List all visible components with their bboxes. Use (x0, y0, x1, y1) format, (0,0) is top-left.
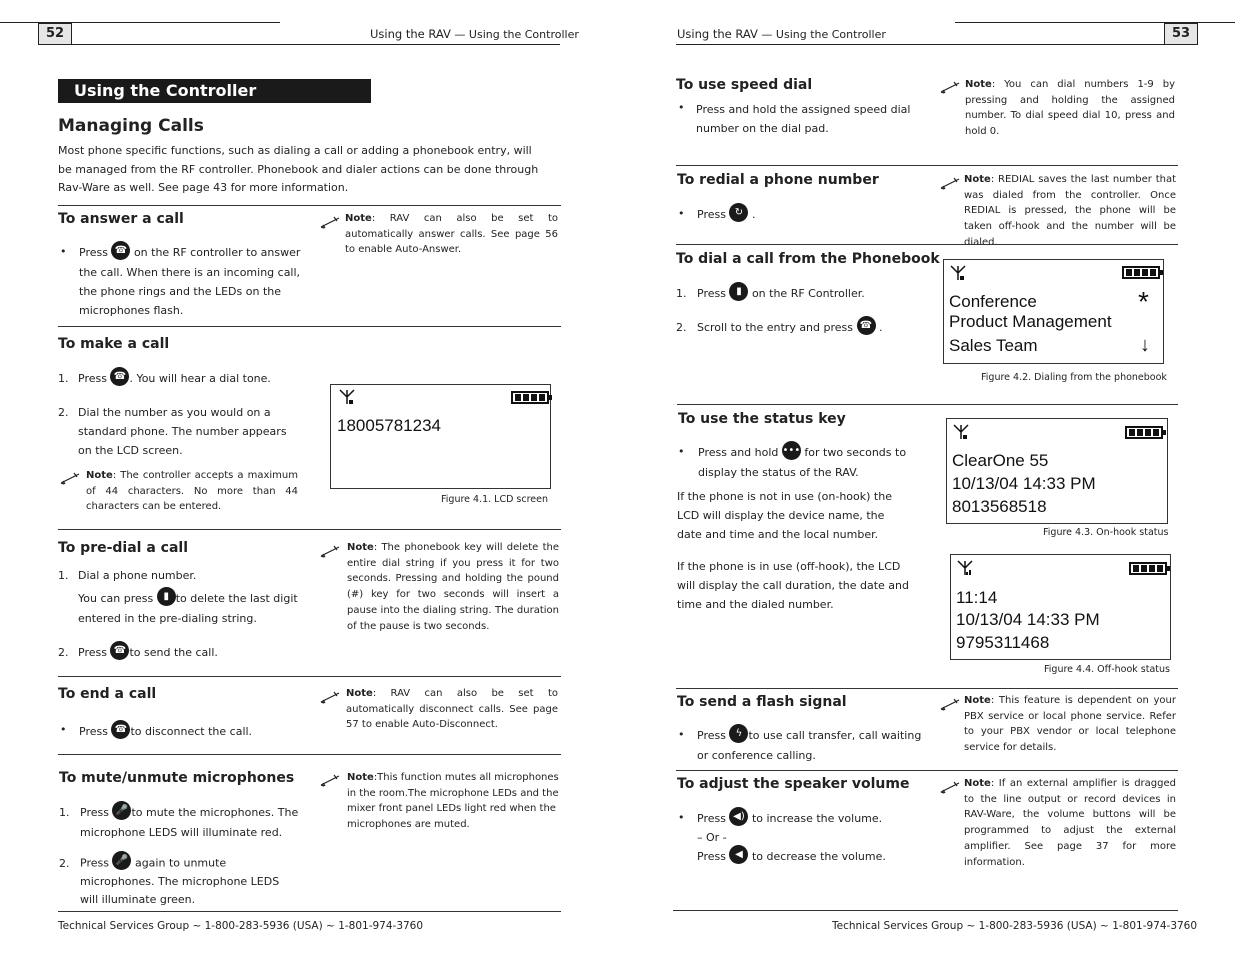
predial-heading: To pre-dial a call (58, 540, 189, 556)
section-divider (58, 205, 561, 206)
section-banner-title: Using the Controller (74, 81, 257, 100)
page-number: 52 (38, 23, 72, 45)
redial-heading: To redial a phone number (677, 172, 879, 188)
battery-icon (1125, 426, 1163, 439)
bullet: • (678, 207, 685, 220)
phonebook-button-icon: ▮ (157, 587, 176, 606)
footer: Technical Services Group ~ 1-800-283-5936 (USA) ~ 1-801-974-3760 (58, 920, 424, 932)
end-call-heading: To end a call (58, 686, 157, 702)
lcd-line: ClearOne 55 (952, 451, 1049, 470)
end-call-note: Note: RAV can also be set to automatically disconnect calls. See page 57 to enable Auto-Disconnect. (346, 688, 558, 731)
lcd-line: Conference (949, 292, 1037, 311)
section-banner (58, 79, 371, 103)
footer-rule (58, 911, 561, 912)
figure-caption: Figure 4.2. Dialing from the phonebook (981, 372, 1167, 383)
step-number: 1. (58, 372, 69, 385)
step-number: 2. (59, 857, 70, 870)
speed-dial-note: Note: You can dial numbers 1-9 by pressing and holding the assigned number. To dial speed dial 10, press and hold 0. (965, 79, 1175, 138)
step-number: 2. (58, 646, 69, 659)
antenna-icon (950, 265, 966, 281)
note-pen-icon (320, 773, 342, 787)
note-pen-icon (940, 176, 962, 190)
answer-text: Press ☎ on the RF controller to answer the call. When there is an incoming call, the phone rings and the LEDs on the microphones flash. (79, 243, 304, 320)
battery-icon (1122, 266, 1160, 279)
phonebook-step-1: Press ▮ on the RF Controller. (697, 284, 865, 304)
predial-note: Note: The phonebook key will delete the entire dial string if you press it for two seconds. Pressing and holding the pound (#) key for two seconds will insert a pause into the dialing string. The duration of the pause is two seconds. (347, 542, 559, 632)
answer-heading: To answer a call (58, 211, 184, 227)
volume-up-text: Press ◀) to increase the volume. (697, 809, 882, 829)
or-text: – Or - (697, 831, 727, 844)
lcd-line: 10/13/04 14:33 PM (952, 474, 1096, 493)
note-pen-icon (320, 544, 342, 558)
volume-down-button-icon: ◀ (729, 845, 748, 864)
running-head: Using the RAV — Using the Controller (677, 27, 886, 41)
header-rule (70, 44, 560, 45)
header-rule (676, 44, 1196, 45)
section-divider (676, 770, 1178, 771)
lcd-line: 11:14 (956, 588, 998, 607)
step-number: 1. (676, 287, 687, 300)
note-pen-icon (940, 697, 962, 711)
offhook-paragraph: If the phone is in use (off-hook), the LCD will display the call duration, the date and time and the dialed number. (677, 560, 909, 611)
mute-button-icon: 🎤 (112, 851, 131, 870)
onhook-paragraph: If the phone is not in use (on-hook) the LCD will display the device name, the date and time and the local number. (677, 490, 892, 541)
footer-rule (673, 910, 1178, 911)
redial-note: Note: REDIAL saves the last number that was dialed from the controller. Once REDIAL is pressed, the phone will be taken off-hook and the number will be dialed. (964, 174, 1176, 248)
page-title: Managing Calls (58, 116, 204, 136)
figure-caption: Figure 4.4. Off-hook status (1044, 664, 1170, 675)
lcd-line: 10/13/04 14:33 PM (956, 610, 1100, 629)
mute-note: Note:This function mutes all microphones in the room.The microphone LEDs and the mixer front panel LEDs light red when the microphones are muted. (347, 772, 559, 831)
step-number: 1. (58, 569, 69, 582)
talk-button-icon: ☎ (111, 720, 130, 739)
lcd-screen (950, 554, 1171, 660)
flash-text: Press ϟ to use call transfer, call waiting or conference calling. (697, 726, 922, 765)
figure-caption: Figure 4.1. LCD screen (441, 494, 549, 505)
section-divider (58, 676, 561, 677)
page-number: 53 (1164, 23, 1198, 45)
step-number: 1. (59, 806, 70, 819)
status-heading: To use the status key (678, 411, 846, 427)
note-pen-icon (60, 471, 82, 485)
note-pen-icon (320, 690, 342, 704)
intro-paragraph: Most phone specific functions, such as dialing a call or adding a phonebook entry, will be managed from the RF controller. Phonebook and dialer actions can be done through Rav-Ware as well. See page 43 for more information. (58, 144, 539, 194)
section-divider (676, 688, 1178, 689)
bullet: • (60, 723, 67, 736)
mute-step-2: Press 🎤 again to unmute microphones. The microphone LEDS will illuminate green. (80, 854, 300, 909)
antenna-icon (339, 389, 355, 405)
talk-button-icon: ☎ (857, 316, 876, 335)
lcd-screen (943, 259, 1164, 364)
flash-note: Note: This feature is dependent on your PBX service or local phone service. Refer to your PBX vendor or local telephone service for details. (964, 695, 1176, 754)
talk-button-icon: ☎ (110, 367, 129, 386)
bullet: • (60, 245, 67, 258)
redial-button-icon: ↻ (729, 203, 748, 222)
phonebook-heading: To dial a call from the Phonebook (676, 251, 940, 267)
predial-step-2: Press ☎ to send the call. (78, 643, 303, 663)
step-number: 2. (676, 321, 687, 334)
phonebook-button-icon: ▮ (729, 282, 748, 301)
speed-dial-heading: To use speed dial (676, 77, 813, 93)
predial-step-1: Dial a phone number. (78, 569, 197, 582)
make-step-2: Dial the number as you would on a standard phone. The number appears on the LCD screen. (78, 406, 287, 457)
lcd-line: 8013568518 (952, 497, 1047, 516)
star-marker: * (1138, 286, 1149, 317)
lcd-number: 18005781234 (337, 416, 442, 435)
bullet: • (678, 445, 685, 458)
status-text: Press and hold ••• for two seconds to display the status of the RAV. (698, 443, 913, 482)
note-pen-icon (320, 215, 342, 229)
section-divider (677, 404, 1178, 405)
speed-dial-text: Press and hold the assigned speed dial number on the dial pad. (696, 103, 911, 135)
section-divider (58, 529, 561, 530)
scroll-down-arrow-icon: ↓ (1140, 334, 1150, 356)
antenna-icon (957, 560, 973, 576)
make-step-1: Press ☎ . You will hear a dial tone. (78, 369, 308, 389)
flash-button-icon: ϟ (729, 724, 748, 743)
note-pen-icon (940, 80, 962, 94)
mute-step-1: Press 🎤 to mute the microphones. The microphone LEDS will illuminate red. (80, 803, 300, 842)
talk-button-icon: ☎ (110, 641, 129, 660)
end-call-text: Press ☎ to disconnect the call. (79, 722, 304, 742)
lcd-line: Product Management (949, 312, 1112, 331)
battery-icon (511, 391, 549, 404)
running-head: Using the RAV — Using the Controller (370, 27, 579, 41)
section-divider (676, 244, 1178, 245)
make-call-heading: To make a call (58, 336, 170, 352)
volume-note: Note: If an external amplifier is dragged to the line output or record devices in RAV-Ware, the volume buttons will be programmed to adjust the external amplifier. See page 37 for more information. (964, 778, 1176, 868)
predial-step-1b: You can press ▮ to delete the last digit entered in the pre-dialing string. (78, 589, 303, 628)
section-divider (58, 326, 561, 327)
lcd-line: 9795311468 (956, 633, 1050, 652)
volume-down-text: Press ◀ to decrease the volume. (697, 847, 886, 867)
bullet: • (678, 101, 685, 114)
section-divider (58, 754, 561, 755)
lcd-screen (330, 384, 551, 489)
note-pen-icon (940, 780, 962, 794)
volume-up-button-icon: ◀) (729, 807, 748, 826)
mute-heading: To mute/unmute microphones (59, 770, 295, 786)
lcd-screen (946, 418, 1168, 524)
flash-heading: To send a flash signal (677, 694, 847, 710)
talk-button-icon: ☎ (111, 241, 130, 260)
figure-caption: Figure 4.3. On-hook status (1043, 527, 1169, 538)
section-divider (676, 165, 1178, 166)
bullet: • (678, 728, 685, 741)
status-button-icon: ••• (782, 441, 801, 460)
make-note: Note: The controller accepts a maximum of 44 characters. No more than 44 characters can be entered. (86, 470, 298, 513)
lcd-line: Sales Team (949, 336, 1038, 355)
mute-button-icon: 🎤 (112, 801, 131, 820)
battery-icon (1129, 562, 1167, 575)
answer-note: Note: RAV can also be set to automatically answer calls. See page 56 to enable Auto-Answer. (345, 213, 558, 256)
volume-heading: To adjust the speaker volume (677, 776, 910, 792)
footer: Technical Services Group ~ 1-800-283-5936 (USA) ~ 1-801-974-3760 (832, 920, 1198, 932)
phonebook-step-2: Scroll to the entry and press ☎ . (697, 318, 883, 338)
redial-text: Press ↻ . (697, 205, 755, 225)
antenna-icon (953, 424, 969, 440)
step-number: 2. (58, 406, 69, 419)
bullet: • (678, 811, 685, 824)
